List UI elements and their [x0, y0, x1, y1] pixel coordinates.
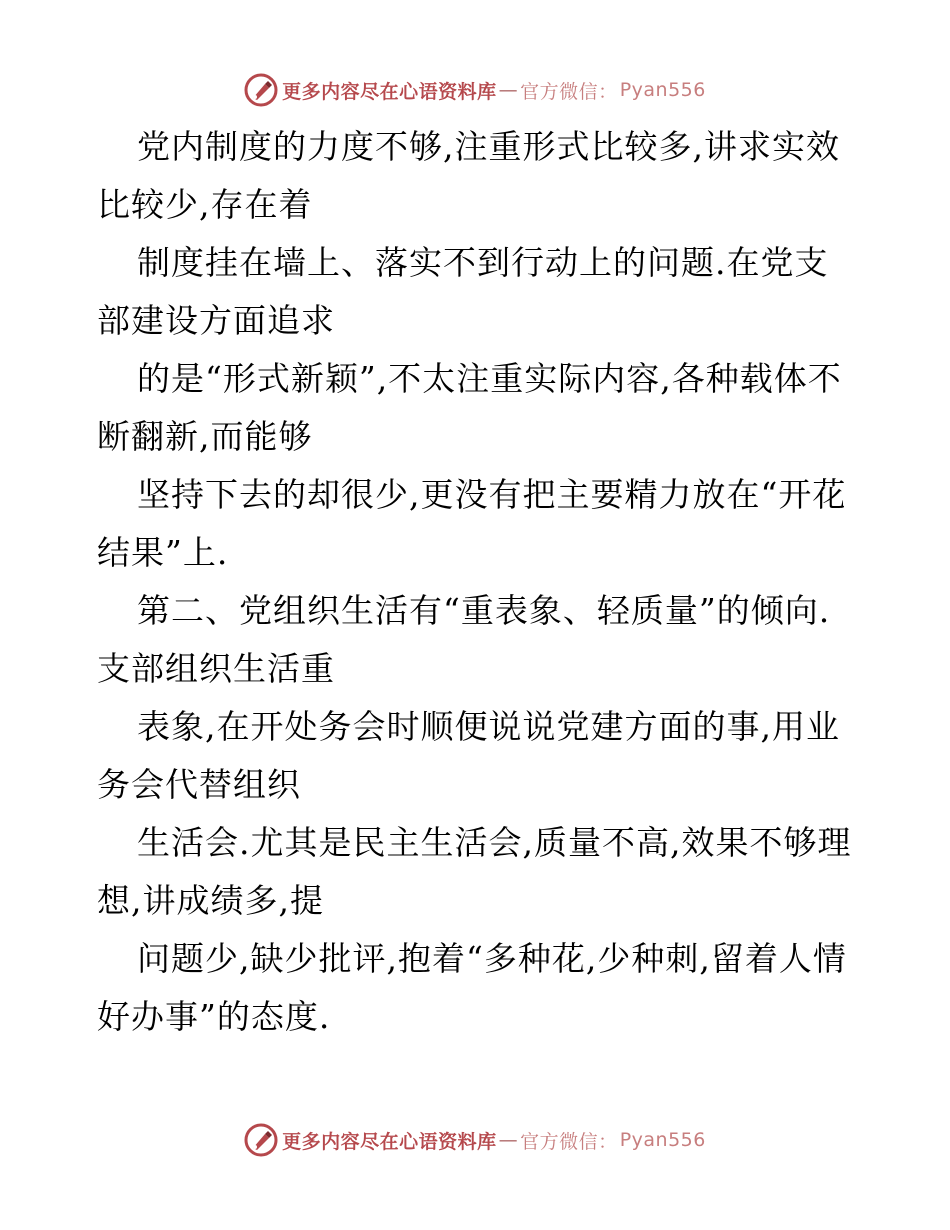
watermark-wechat-id: Pyan556: [619, 1129, 706, 1151]
header-watermark: [0, 70, 950, 110]
footer-watermark: [0, 1120, 950, 1160]
watermark-separator: —: [498, 79, 519, 101]
paragraph: 坚持下去的却很少,更没有把主要精力放在“开花结果”上.: [97, 475, 847, 572]
pen-logo-icon: [244, 1123, 278, 1157]
paragraph: 问题少,缺少批评,抱着“多种花,少种刺,留着人情好办事”的态度.: [97, 939, 847, 1036]
watermark-main-text: 更多内容尽在心语资料库: [282, 80, 497, 103]
paragraph: 党内制度的力度不够,注重形式比较多,讲求实效比较少,存在着: [97, 127, 840, 224]
pen-logo-icon: [244, 73, 278, 107]
paragraph: 的是“形式新颖”,不太注重实际内容,各种载体不断翻新,而能够: [97, 359, 842, 456]
document-body: [97, 118, 857, 1046]
watermark-wechat-label: 官方微信：: [520, 80, 618, 103]
paragraph: 生活会.尤其是民主生活会,质量不高,效果不够理想,讲成绩多,提: [97, 823, 852, 920]
paragraph: 制度挂在墙上、落实不到行动上的问题.在党支部建设方面追求: [97, 243, 829, 340]
paragraph: 表象,在开处务会时顺便说说党建方面的事,用业务会代替组织: [97, 707, 840, 804]
watermark-main-text: 更多内容尽在心语资料库: [282, 1130, 497, 1153]
watermark-separator: —: [498, 1129, 519, 1151]
paragraph: 第二、党组织生活有“重表象、轻质量”的倾向.支部组织生活重: [97, 591, 831, 688]
watermark-wechat-id: Pyan556: [619, 79, 706, 101]
watermark-wechat-label: 官方微信：: [520, 1130, 618, 1153]
